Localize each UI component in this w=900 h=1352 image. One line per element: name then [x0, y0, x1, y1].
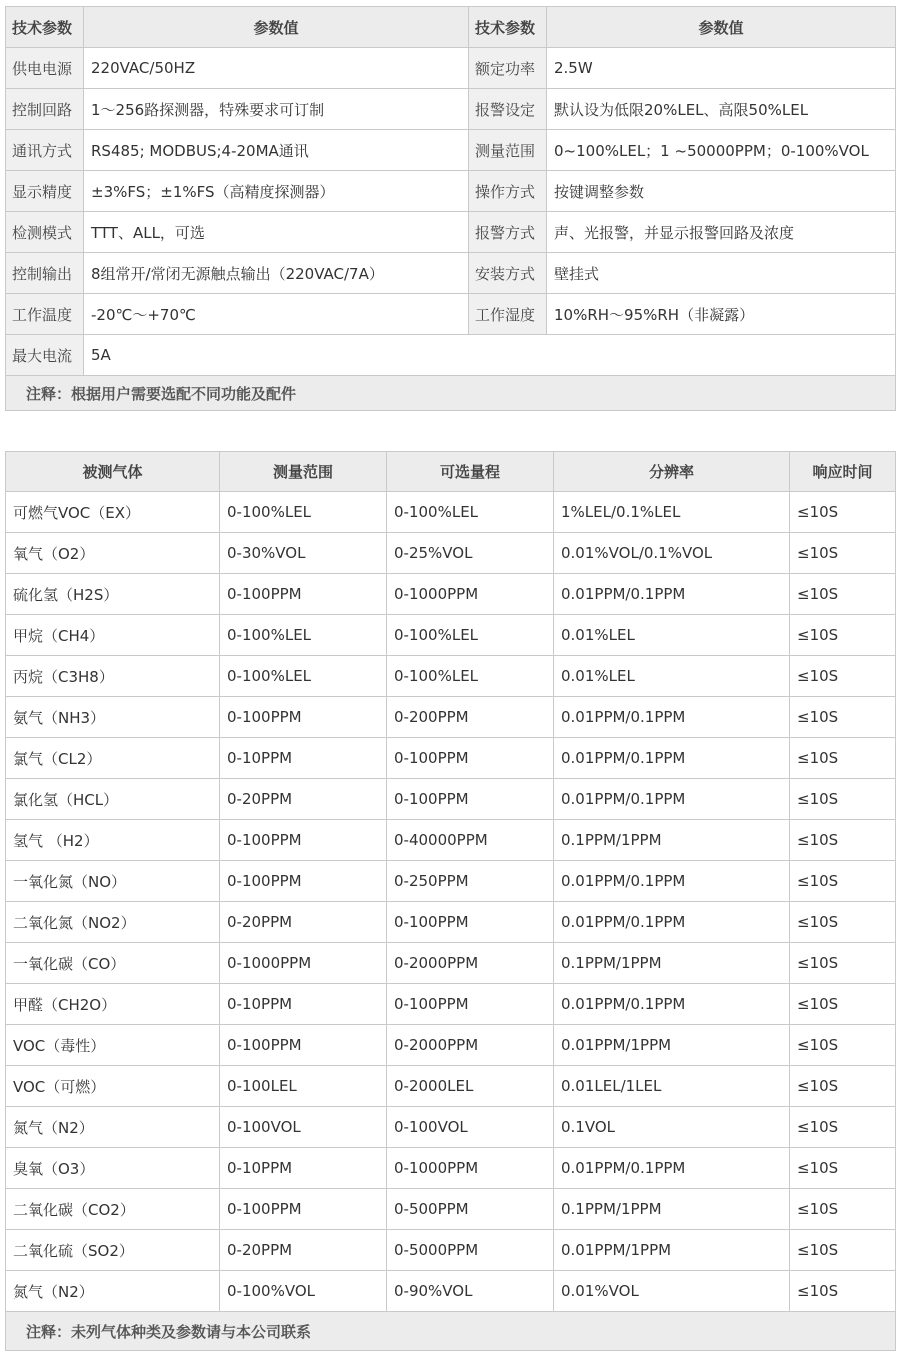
gas-response-time: ≤10S [790, 943, 896, 984]
gas-range: 0-100PPM [220, 1189, 387, 1230]
spec-value: -20℃～+70℃ [84, 294, 469, 335]
spec-note-row [6, 376, 896, 411]
gas-name: 氮气（N2） [6, 1271, 220, 1312]
spec-value: 5A [84, 335, 896, 376]
spec-header-row [6, 7, 896, 48]
spec-header-param-2: 技术参数 [469, 7, 547, 48]
gas-name: 丙烷（C3H8） [6, 656, 220, 697]
spec-value: 声、光报警，并显示报警回路及浓度 [547, 212, 896, 253]
gas-range: 0-100%VOL [220, 1271, 387, 1312]
spec-header-value-2: 参数值 [547, 7, 896, 48]
spec-label: 控制输出 [6, 253, 84, 294]
gas-name: 氨气（NH3） [6, 697, 220, 738]
gas-response-time: ≤10S [790, 1189, 896, 1230]
gas-row [6, 1107, 896, 1148]
gas-row [6, 779, 896, 820]
gas-resolution: 0.01PPM/0.1PPM [554, 697, 790, 738]
gas-range: 0-20PPM [220, 1230, 387, 1271]
spec-label: 工作温度 [6, 294, 84, 335]
gas-range: 0-100%LEL [220, 656, 387, 697]
gas-name: 氢气 （H2） [6, 820, 220, 861]
gas-resolution: 0.01PPM/0.1PPM [554, 779, 790, 820]
spec-row [6, 212, 896, 253]
gas-optional-range: 0-100PPM [387, 984, 554, 1025]
gas-optional-range: 0-100VOL [387, 1107, 554, 1148]
spec-row-max-current [6, 335, 896, 376]
gas-resolution: 0.1PPM/1PPM [554, 943, 790, 984]
spec-label: 操作方式 [469, 171, 547, 212]
spec-label: 工作湿度 [469, 294, 547, 335]
gas-response-time: ≤10S [790, 492, 896, 533]
spec-label: 检测模式 [6, 212, 84, 253]
gas-resolution: 0.01PPM/0.1PPM [554, 902, 790, 943]
gas-name: 氯化氢（HCL） [6, 779, 220, 820]
gas-optional-range: 0-100%LEL [387, 615, 554, 656]
spec-value: 0~100%LEL；1 ~50000PPM；0-100%VOL [547, 130, 896, 171]
gas-response-time: ≤10S [790, 738, 896, 779]
gas-optional-range: 0-250PPM [387, 861, 554, 902]
gas-name: 二氧化碳（CO2） [6, 1189, 220, 1230]
gas-optional-range: 0-100%LEL [387, 656, 554, 697]
gas-response-time: ≤10S [790, 984, 896, 1025]
gas-response-time: ≤10S [790, 1025, 896, 1066]
gas-range: 0-100PPM [220, 861, 387, 902]
gas-name: VOC（可燃） [6, 1066, 220, 1107]
gas-optional-range: 0-2000LEL [387, 1066, 554, 1107]
gas-name: VOC（毒性） [6, 1025, 220, 1066]
gas-optional-range: 0-200PPM [387, 697, 554, 738]
gas-resolution: 0.01LEL/1LEL [554, 1066, 790, 1107]
gas-range: 0-100PPM [220, 1025, 387, 1066]
gas-row [6, 1066, 896, 1107]
gas-response-time: ≤10S [790, 697, 896, 738]
spec-label: 最大电流 [6, 335, 84, 376]
gas-range: 0-30%VOL [220, 533, 387, 574]
gas-name: 二氧化氮（NO2） [6, 902, 220, 943]
gas-name: 一氧化氮（NO） [6, 861, 220, 902]
gas-header-resolution: 分辨率 [554, 452, 790, 492]
gas-resolution: 0.01PPM/1PPM [554, 1230, 790, 1271]
spec-table [5, 6, 896, 411]
spec-label: 额定功率 [469, 48, 547, 89]
gas-header-row [6, 452, 896, 492]
spec-row [6, 253, 896, 294]
gas-header-response-time: 响应时间 [790, 452, 896, 492]
spec-value: 220VAC/50HZ [84, 48, 469, 89]
gas-response-time: ≤10S [790, 1230, 896, 1271]
gas-response-time: ≤10S [790, 861, 896, 902]
spec-row [6, 89, 896, 130]
gas-range: 0-100PPM [220, 697, 387, 738]
gas-optional-range: 0-90%VOL [387, 1271, 554, 1312]
gas-row [6, 697, 896, 738]
gas-row [6, 1025, 896, 1066]
gas-name: 甲醛（CH2O） [6, 984, 220, 1025]
gas-header-gas: 被测气体 [6, 452, 220, 492]
spec-row [6, 48, 896, 89]
gas-row [6, 492, 896, 533]
spec-row [6, 171, 896, 212]
gas-optional-range: 0-500PPM [387, 1189, 554, 1230]
gas-response-time: ≤10S [790, 820, 896, 861]
gas-row [6, 1230, 896, 1271]
gas-note: 注释：未列气体种类及参数请与本公司联系 [6, 1312, 896, 1351]
gas-range: 0-10PPM [220, 984, 387, 1025]
gas-name: 一氧化碳（CO） [6, 943, 220, 984]
gas-table-body [6, 452, 896, 1351]
gas-resolution: 1%LEL/0.1%LEL [554, 492, 790, 533]
gas-row [6, 1148, 896, 1189]
spec-note: 注释：根据用户需要选配不同功能及配件 [6, 376, 896, 411]
gas-optional-range: 0-100PPM [387, 779, 554, 820]
gas-range: 0-100%LEL [220, 492, 387, 533]
gas-resolution: 0.01PPM/0.1PPM [554, 738, 790, 779]
gas-optional-range: 0-5000PPM [387, 1230, 554, 1271]
spec-value: 1～256路探测器，特殊要求可订制 [84, 89, 469, 130]
gas-resolution: 0.01PPM/0.1PPM [554, 861, 790, 902]
gas-name: 可燃气VOC（EX） [6, 492, 220, 533]
spec-label: 供电电源 [6, 48, 84, 89]
spec-row [6, 130, 896, 171]
gas-name: 氧气（O2） [6, 533, 220, 574]
spec-row [6, 294, 896, 335]
spec-value: 10%RH～95%RH（非凝露） [547, 294, 896, 335]
spec-label: 控制回路 [6, 89, 84, 130]
spec-label: 报警设定 [469, 89, 547, 130]
gas-row [6, 820, 896, 861]
spec-value: 壁挂式 [547, 253, 896, 294]
gas-response-time: ≤10S [790, 779, 896, 820]
gas-optional-range: 0-40000PPM [387, 820, 554, 861]
gas-optional-range: 0-100PPM [387, 738, 554, 779]
gas-name: 硫化氢（H2S） [6, 574, 220, 615]
gas-header-optional-range: 可选量程 [387, 452, 554, 492]
gas-response-time: ≤10S [790, 1107, 896, 1148]
gas-optional-range: 0-2000PPM [387, 1025, 554, 1066]
spec-label: 报警方式 [469, 212, 547, 253]
gas-row [6, 1271, 896, 1312]
spec-label: 测量范围 [469, 130, 547, 171]
gas-resolution: 0.1PPM/1PPM [554, 820, 790, 861]
gas-range: 0-100LEL [220, 1066, 387, 1107]
gas-table [5, 451, 896, 1351]
gas-range: 0-20PPM [220, 902, 387, 943]
spec-value: 默认设为低限20%LEL、高限50%LEL [547, 89, 896, 130]
spec-value: TTT、ALL，可选 [84, 212, 469, 253]
spec-value: 2.5W [547, 48, 896, 89]
gas-range: 0-100PPM [220, 820, 387, 861]
gas-range: 0-1000PPM [220, 943, 387, 984]
gas-optional-range: 0-1000PPM [387, 574, 554, 615]
gas-range: 0-10PPM [220, 738, 387, 779]
gas-name: 臭氧（O3） [6, 1148, 220, 1189]
gas-resolution: 0.1VOL [554, 1107, 790, 1148]
gas-response-time: ≤10S [790, 1066, 896, 1107]
gas-range: 0-100%LEL [220, 615, 387, 656]
gas-resolution: 0.01PPM/0.1PPM [554, 1148, 790, 1189]
spec-label: 显示精度 [6, 171, 84, 212]
gas-resolution: 0.1PPM/1PPM [554, 1189, 790, 1230]
spec-value: 按键调整参数 [547, 171, 896, 212]
gas-row [6, 574, 896, 615]
spec-value: 8组常开/常闭无源触点输出（220VAC/7A） [84, 253, 469, 294]
gas-response-time: ≤10S [790, 533, 896, 574]
gas-resolution: 0.01%VOL/0.1%VOL [554, 533, 790, 574]
gas-resolution: 0.01%VOL [554, 1271, 790, 1312]
gas-row [6, 533, 896, 574]
gas-range: 0-10PPM [220, 1148, 387, 1189]
gas-range: 0-100PPM [220, 574, 387, 615]
spec-header-value-1: 参数值 [84, 7, 469, 48]
spec-value: RS485; MODBUS;4-20MA通讯 [84, 130, 469, 171]
gas-response-time: ≤10S [790, 615, 896, 656]
gas-resolution: 0.01PPM/1PPM [554, 1025, 790, 1066]
gas-response-time: ≤10S [790, 902, 896, 943]
gas-optional-range: 0-2000PPM [387, 943, 554, 984]
gas-row [6, 943, 896, 984]
gas-optional-range: 0-100%LEL [387, 492, 554, 533]
gas-resolution: 0.01PPM/0.1PPM [554, 984, 790, 1025]
gas-row [6, 656, 896, 697]
gas-row [6, 1189, 896, 1230]
gas-range: 0-100VOL [220, 1107, 387, 1148]
gas-response-time: ≤10S [790, 656, 896, 697]
gas-row [6, 984, 896, 1025]
spec-label: 通讯方式 [6, 130, 84, 171]
spec-label: 安装方式 [469, 253, 547, 294]
gas-note-row [6, 1312, 896, 1351]
spec-header-param-1: 技术参数 [6, 7, 84, 48]
gas-name: 二氧化硫（SO2） [6, 1230, 220, 1271]
gas-row [6, 902, 896, 943]
gas-row [6, 615, 896, 656]
gas-optional-range: 0-100PPM [387, 902, 554, 943]
gas-optional-range: 0-25%VOL [387, 533, 554, 574]
gas-name: 氯气（CL2） [6, 738, 220, 779]
gas-row [6, 738, 896, 779]
gas-response-time: ≤10S [790, 1148, 896, 1189]
gas-response-time: ≤10S [790, 574, 896, 615]
gas-resolution: 0.01%LEL [554, 656, 790, 697]
gas-row [6, 861, 896, 902]
spec-table-body [6, 7, 896, 411]
gas-resolution: 0.01PPM/0.1PPM [554, 574, 790, 615]
gas-name: 氮气（N2） [6, 1107, 220, 1148]
gas-header-range: 测量范围 [220, 452, 387, 492]
gas-optional-range: 0-1000PPM [387, 1148, 554, 1189]
gas-resolution: 0.01%LEL [554, 615, 790, 656]
spec-value: ±3%FS；±1%FS（高精度探测器） [84, 171, 469, 212]
gas-name: 甲烷（CH4） [6, 615, 220, 656]
gas-response-time: ≤10S [790, 1271, 896, 1312]
gas-range: 0-20PPM [220, 779, 387, 820]
